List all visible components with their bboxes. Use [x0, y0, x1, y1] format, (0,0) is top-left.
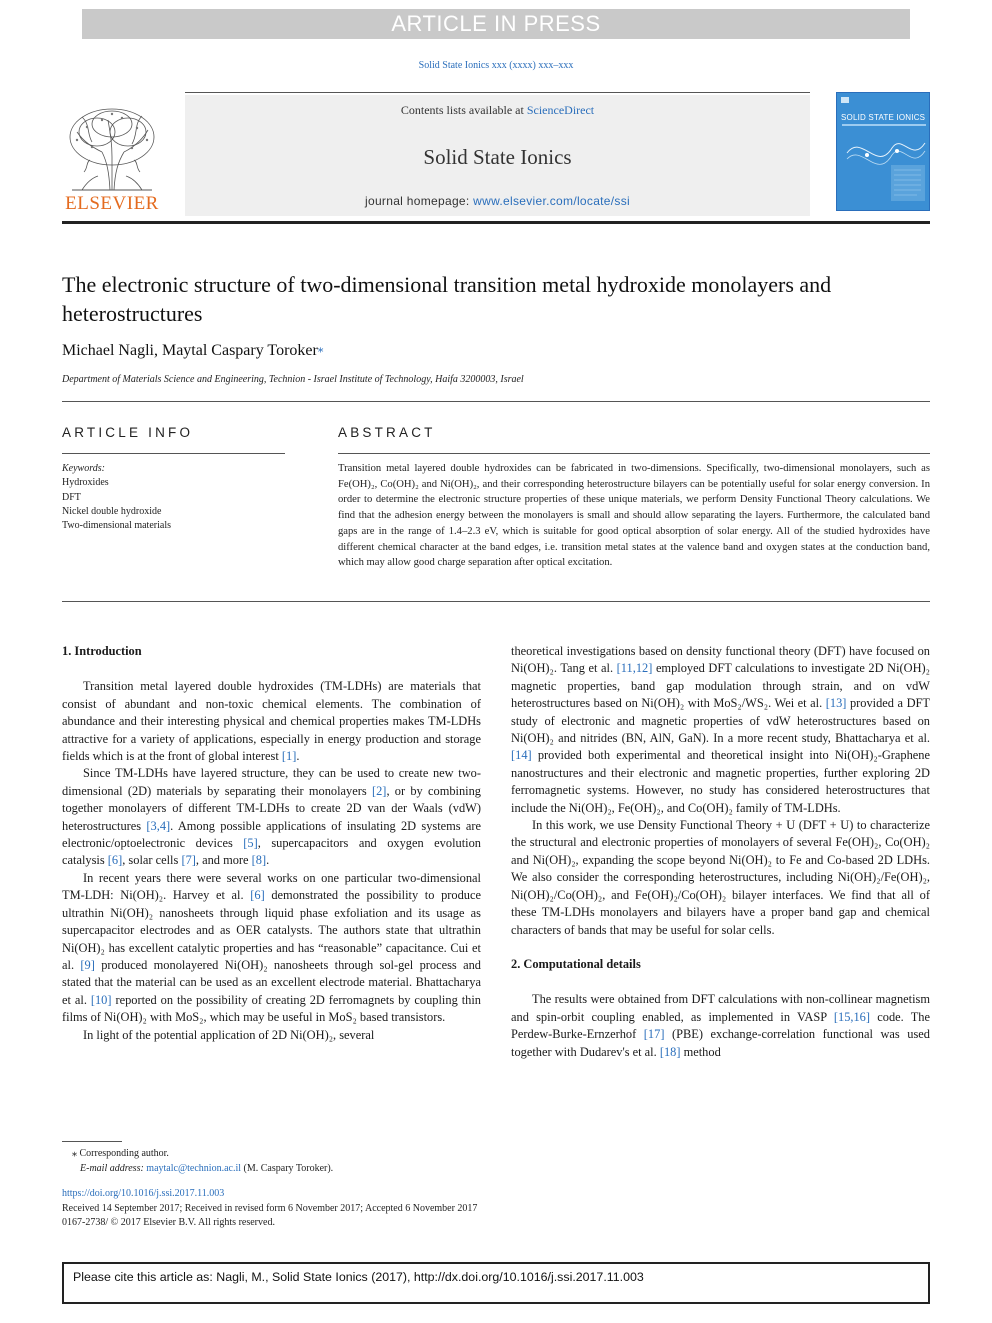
keyword-item: Hydroxides — [62, 477, 109, 489]
header-bottom-rule — [62, 221, 930, 224]
article-in-press-banner: ARTICLE IN PRESS — [82, 9, 910, 39]
sciencedirect-link[interactable]: ScienceDirect — [526, 103, 595, 117]
paragraph: Transition metal layered double hydroxides (TM-LDHs) are materials that consist of abundant and non-toxic chemical elements. The combination of abundance and their interesting physical and chemical properties makes TM-LDHs attractive for a variety of applications, especially in energy production and storage fields which is at the front of global interest [1]. — [62, 679, 481, 764]
email-note: E-mail address: maytalc@technion.ac.il (M. Caspary Toroker). — [80, 1163, 334, 1174]
cover-subtitle-bar — [842, 124, 926, 126]
paragraph: theoretical investigations based on density functional theory (DFT) have focused on Ni(OH)₂. Tang et al. [11,12] employed DFT calculations to investigate 2D Ni(OH)₂ magnetic properties, band gap modulation through strain, and on vdW heterostructures based on Ni(OH)₂ with MoS₂/WS₂. Wei et al. [13] provided a DFT study of electronic and magnetic properties of vdW heterostructures based on Ni(OH)₂ and nitrides (BN, AlN, GaN). In a more recent study, Bhattacharya et al. [14] provided both experimental and theoretical insight into Ni(OH)₂-Graphene nanostructures and their electronic and magnetic properties, further exploring 2D ferromagnetic systems. However, no study has considered heterostructures that include the Ni(OH)₂, Fe(OH)₂, and Co(OH)₂ family of TM-LDHs. — [511, 644, 930, 815]
citation-link[interactable]: [5] — [243, 836, 258, 851]
homepage-url-link[interactable]: www.elsevier.com/locate/ssi — [473, 194, 630, 208]
citation-link[interactable]: [1] — [281, 749, 297, 764]
abstract-heading: ABSTRACT — [338, 425, 436, 440]
contents-prefix: Contents lists available at — [400, 103, 527, 117]
section-heading-introduction: 1. Introduction — [62, 644, 142, 658]
divider — [62, 601, 930, 602]
citation-link[interactable]: [13] — [825, 696, 847, 711]
publication-info — [62, 1187, 477, 1231]
abstract-text: Transition metal layered double hydroxides can be fabricated in two-dimensions. Specifically, two-dimensional monolayers, such as Fe(OH)₂, Co(OH)₂ and Ni(OH)₂, and their corresponding heterostructure bilayers can be potentially useful for solar energy conversion. In order to determine the electronic structure properties of these unique materials, we perform Density Functional Theory calculations. We find that the adhesion energy between the monolayers is small and should allow separating the layers. Furthermore, the calculated band gaps are in the range of 1.4–2.3 eV, which is suitable for good optical absorption of solar energy. All of the studied hydroxides have different chemical character at the band edges, i.e. transition metal states at the valence band and oxygen states at the conduction band, which may allow good charge separation after optical excitation. — [338, 463, 930, 569]
citation-link[interactable]: [7] — [181, 853, 196, 868]
keyword-item: DFT — [62, 491, 81, 503]
citation-link[interactable]: [17] — [643, 1027, 665, 1042]
contents-line — [185, 103, 810, 118]
citation-link[interactable]: [3,4] — [146, 818, 171, 833]
article-title: The electronic structure of two-dimensional transition metal hydroxide monolayers and heterostructures — [62, 272, 832, 326]
corresponding-author-note: ⁎ Corresponding author. — [72, 1148, 169, 1159]
paragraph: Since TM-LDHs have layered structure, they can be used to create new two-dimensional (2D) materials by separating their monolayers [2], or by combining together monolayers of different TM-LDHs to create 2D van der Waals (vdW) heterostructures [3,4]. Among possible applications of insulating 2D systems are electronic/optoelectronic devices [5], supercapacitors and oxygen evolution catalysis [6], solar cells [7], and more [8]. — [62, 766, 481, 868]
citation-box: Please cite this article as: Nagli, M., Solid State Ionics (2017), http://dx.doi.org/10.1016/j.ssi.2017.11.003 — [62, 1262, 930, 1304]
journal-cover-thumbnail[interactable] — [836, 92, 930, 211]
cover-title: SOLID STATE IONICS — [841, 113, 926, 122]
citation-link[interactable]: [14] — [511, 748, 532, 763]
body-column-right — [511, 643, 930, 1061]
email-link[interactable]: maytalc@technion.ac.il — [146, 1163, 242, 1174]
citation-link[interactable]: [6] — [107, 853, 123, 868]
abstract-rule — [338, 453, 930, 454]
authors-names: Michael Nagli, Maytal Caspary Toroker — [62, 342, 318, 359]
paragraph: In recent years there were several works on one particular two-dimensional TM-LDH: Ni(OH)₂. Harvey et al. [6] demonstrated the possibility to produce ultrathin Ni(OH)₂ nanosheets through liquid phase exfoliation and its usage as supercapacitor electrodes and as OER catalysts. The authors state that ultrathin Ni(OH)₂ has excellent catalytic properties and has “reasonable” capacitance. Cui et al. [9] produced monolayered Ni(OH)₂ nanosheets through sol-gel process and stated that the material can be used as an excellent electrode material. Bhattacharya et al. [10] reported on the possibility of creating 2D ferromagnets by coupling thin films of Ni(OH)₂ with MoS₂, which may be useful in MoS₂ based transistors. — [62, 870, 481, 1025]
homepage-prefix: journal homepage: — [365, 194, 474, 208]
article-info-heading: ARTICLE INFO — [62, 425, 194, 440]
keywords-list — [62, 462, 171, 533]
copyright-line: 0167-2738/ © 2017 Elsevier B.V. All rights reserved. — [62, 1217, 275, 1229]
citation-link[interactable]: [11,12] — [616, 661, 653, 676]
keyword-item: Two-dimensional materials — [62, 520, 171, 532]
paragraph: In light of the potential application of 2D Ni(OH)₂, several — [83, 1027, 375, 1042]
citation-link[interactable]: [18] — [659, 1044, 681, 1059]
article-info-rule — [62, 453, 285, 454]
homepage-line — [185, 194, 810, 208]
doi-link[interactable]: https://doi.org/10.1016/j.ssi.2017.11.003 — [62, 1188, 225, 1199]
footnote-rule — [62, 1141, 122, 1142]
citation-link[interactable]: [2] — [371, 783, 387, 798]
citation-link[interactable]: [6] — [250, 888, 265, 903]
footnotes — [62, 1146, 333, 1176]
affiliation: Department of Materials Science and Engineering, Technion - Israel Institute of Technology, Haifa 3200003, Israel — [62, 374, 524, 385]
journal-reference-link[interactable]: Solid State Ionics xxx (xxxx) xxx–xxx — [418, 60, 574, 71]
journal-title: Solid State Ionics — [423, 145, 572, 169]
elsevier-wordmark: ELSEVIER — [65, 193, 159, 214]
divider — [62, 401, 930, 402]
paragraph: The results were obtained from DFT calculations with non-collinear magnetism and spin-orbit coupling enabled, as implemented in VASP [15,16] code. The Perdew-Burke-Ernzerhof [17] (PBE) exchange-correlation functional was used together with Dudarev's et al. [18] method — [511, 992, 930, 1059]
corresponding-author-mark[interactable]: ⁎ — [317, 343, 324, 355]
citation-link[interactable]: [10] — [90, 992, 112, 1007]
paragraph: In this work, we use Density Functional Theory + U (DFT + U) to characterize the structural and electronic properties of monolayers of several Fe(OH)₂, Co(OH)₂ and Ni(OH)₂, expanding the scope beyond Ni(OH)₂ to Fe and Co-based 2D LDHs. We also consider the corresponding heterostructures, including Ni(OH)₂/Fe(OH)₂, Ni(OH)₂/Co(OH)₂, and Fe(OH)₂/Co(OH)₂ bilayer interfaces. We find that all of these TM-LDHs monolayers and bilayers have a proper band gap and chemical characters of bands that may be useful for solar cells. — [511, 818, 930, 937]
keywords-label: Keywords: — [62, 463, 105, 474]
header-top-rule — [185, 92, 810, 93]
citation-link[interactable]: [9] — [80, 957, 95, 972]
citation-link[interactable]: [15,16] — [833, 1009, 871, 1024]
journal-header-box — [185, 95, 810, 216]
author-list — [62, 342, 323, 360]
citation-link[interactable]: [8] — [251, 853, 267, 868]
section-heading-computational-details: 2. Computational details — [511, 956, 641, 971]
received-dates: Received 14 September 2017; Received in revised form 6 November 2017; Accepted 6 November 2017 — [62, 1202, 478, 1214]
keyword-item: Nickel double hydroxide — [62, 505, 162, 517]
body-column-left — [62, 643, 481, 1044]
cover-artwork — [837, 93, 930, 211]
